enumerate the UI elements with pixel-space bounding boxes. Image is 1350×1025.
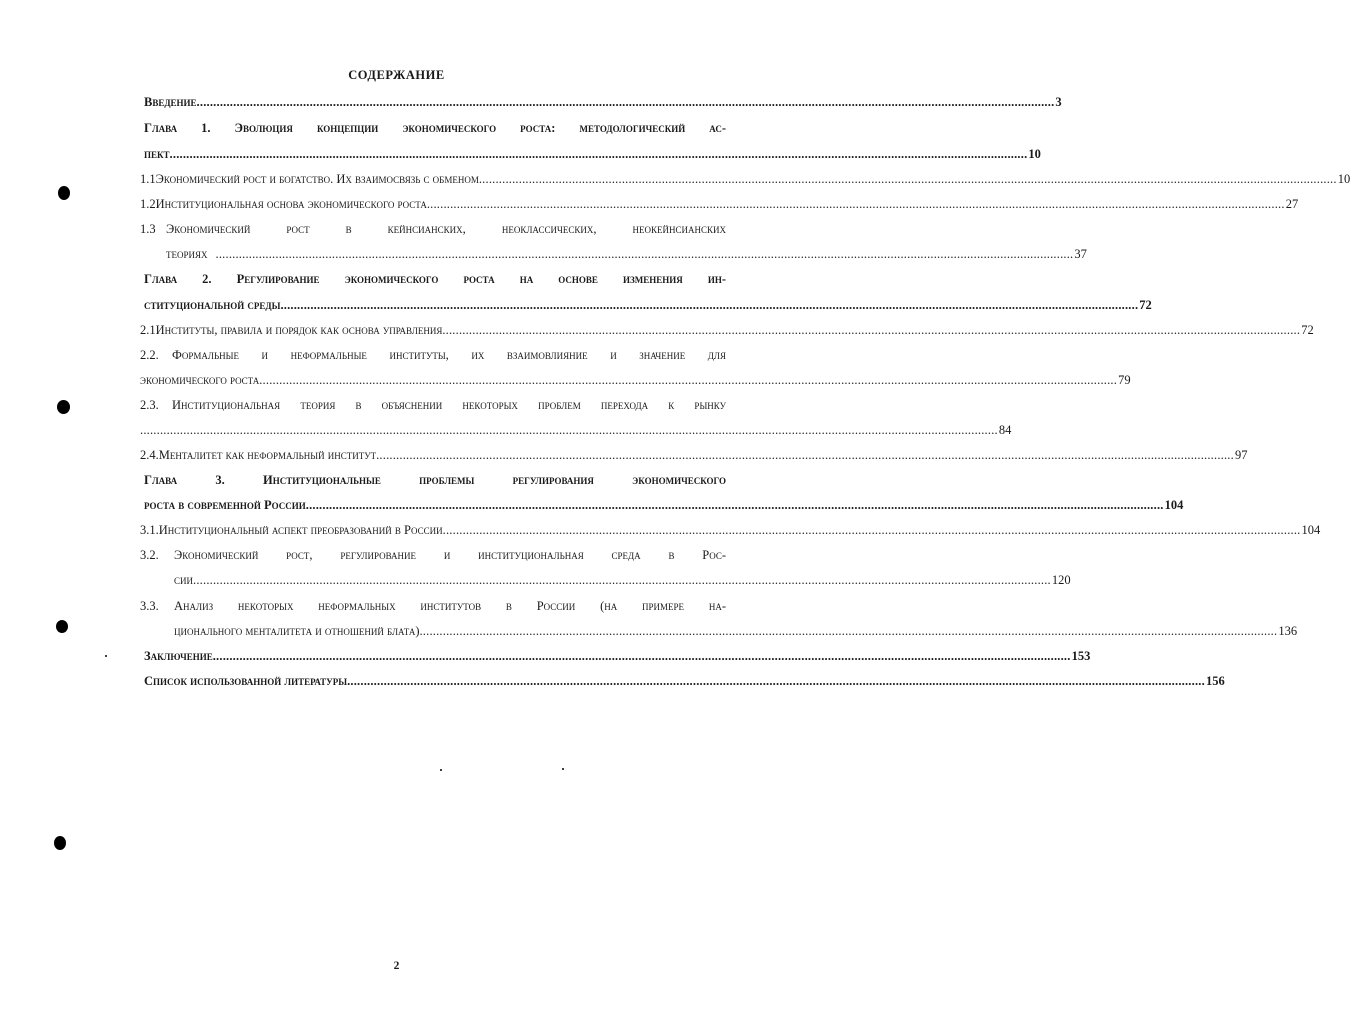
toc-page-number: 104 [1164,498,1184,512]
toc-page-number: 27 [1285,197,1299,211]
toc-section-2-2 [140,372,1131,388]
toc-section-1-2 [140,196,1299,212]
toc-entry-conclusion [144,648,1091,664]
toc-section-number: 1.1 [140,172,156,186]
toc-chapter-1 [144,146,1041,162]
toc-entry-title: роста в современной России [144,498,306,512]
toc-page-number: 3 [1055,95,1062,109]
toc-section-number: 3.2. [140,548,159,562]
toc-leader-dots [170,146,1028,162]
toc-entry-title: Экономический рост и богатство. Их взаимосвязь с обменом [155,172,479,186]
toc-entry-intro [144,94,1062,110]
toc-section-number: 1.2 [140,197,156,211]
scan-dust-mark [105,655,107,657]
toc-page-number: 10 [1028,147,1041,161]
toc-entry-title: ституциональной среды [144,298,281,312]
toc-entry-title: Список использованной литературы [144,674,348,688]
toc-page-number: 37 [1074,247,1087,261]
toc-entry-title: Менталитет как неформальный институт [158,448,377,462]
scan-hole-mark [57,400,70,414]
toc-chapter-3 [144,497,1184,513]
toc-page-number: 104 [1301,523,1321,537]
toc-chapter-2-line-1: Глава 2. Регулирование экономического роста на основе изменения ин- [144,272,726,286]
toc-entry-title: ционального менталитета и отношений блата) [174,624,420,638]
toc-page-number: 120 [1051,573,1071,587]
toc-entry-title: Институциональная основа экономического роста [155,197,427,211]
scan-hole-mark [56,620,68,633]
toc-leader-dots [280,297,1138,313]
toc-chapter-1-line-1: Глава 1. Эволюция концепции экономического роста: методологический ас- [144,121,726,135]
scan-dust-mark [562,768,564,770]
toc-entry-title: теориях [166,247,208,261]
toc-section-number: 2.2. [140,348,159,362]
toc-leader-dots [259,372,1117,388]
toc-section-3-2-line-1: Экономический рост, регулирование и институциональная среда в Рос- [174,548,726,562]
page-title: СОДЕРЖАНИЕ [348,68,445,82]
toc-leader-dots [140,422,998,438]
toc-page-number: 156 [1205,674,1225,688]
toc-entry-references [144,673,1225,689]
toc-page-number: 153 [1071,649,1091,663]
toc-section-number: 2.3. [140,398,159,412]
scan-dust-mark [440,769,442,771]
page-number: 2 [393,960,400,972]
toc-section-2-3 [140,422,1012,438]
toc-section-2-2-line-1: Формальные и неформальные институты, их взаимовлияние и значение для [172,348,726,362]
toc-section-1-3-line-1: Экономический рост в кейнсианских, неоклассических, неокейнсианских [166,222,726,236]
toc-leader-dots [427,196,1285,212]
toc-leader-dots [197,94,1055,110]
toc-chapter-2 [144,297,1152,313]
toc-section-number: 1.3 [140,222,156,236]
toc-section-1-3 [166,246,1087,262]
toc-section-number: 3.3. [140,599,159,613]
toc-leader-dots [442,322,1300,338]
toc-leader-dots [479,171,1337,187]
scan-hole-mark [54,836,66,850]
toc-section-2-3-line-1: Институциональная теория в объяснении некоторых проблем перехода к рынку [172,398,726,412]
toc-leader-dots [347,673,1205,689]
toc-entry-title: пект [144,147,170,161]
toc-leader-dots [216,246,1074,262]
toc-chapter-3-line-1: Глава 3. Институциональные проблемы регулирования экономического [144,473,726,487]
toc-page-number: 72 [1301,323,1314,337]
toc-page-number: 79 [1118,373,1131,387]
toc-section-number: 2.1 [140,323,156,337]
toc-section-2-1 [140,322,1314,338]
toc-leader-dots [376,447,1234,463]
toc-entry-title: сии [174,573,194,587]
toc-section-1-1 [140,171,1350,187]
scan-hole-mark [58,186,70,200]
toc-leader-dots [443,522,1301,538]
toc-page-number: 97 [1234,448,1248,462]
toc-page-number: 10 [1337,172,1350,186]
toc-entry-title: Заключение [144,649,213,663]
toc-page-number: 84 [998,423,1012,437]
toc-section-3-3 [174,623,1298,639]
toc-entry-title: Институциональный аспект преобразований в России [158,523,443,537]
toc-section-number: 2.4. [140,448,159,462]
toc-page-number: 72 [1139,298,1152,312]
toc-entry-title: Институты, правила и порядок как основа управления [155,323,443,337]
toc-page-number: 136 [1278,624,1298,638]
toc-entry-title: Введение [144,95,197,109]
toc-section-3-3-line-1: Анализ некоторых неформальных институтов в России (на примере на- [174,599,726,613]
toc-section-3-2 [174,572,1071,588]
toc-leader-dots [193,572,1051,588]
toc-section-3-1 [140,522,1321,538]
toc-entry-title: экономического роста [140,373,260,387]
toc-section-number: 3.1. [140,523,159,537]
toc-section-2-4 [140,447,1248,463]
toc-leader-dots [419,623,1277,639]
toc-leader-dots [213,648,1071,664]
toc-leader-dots [306,497,1164,513]
